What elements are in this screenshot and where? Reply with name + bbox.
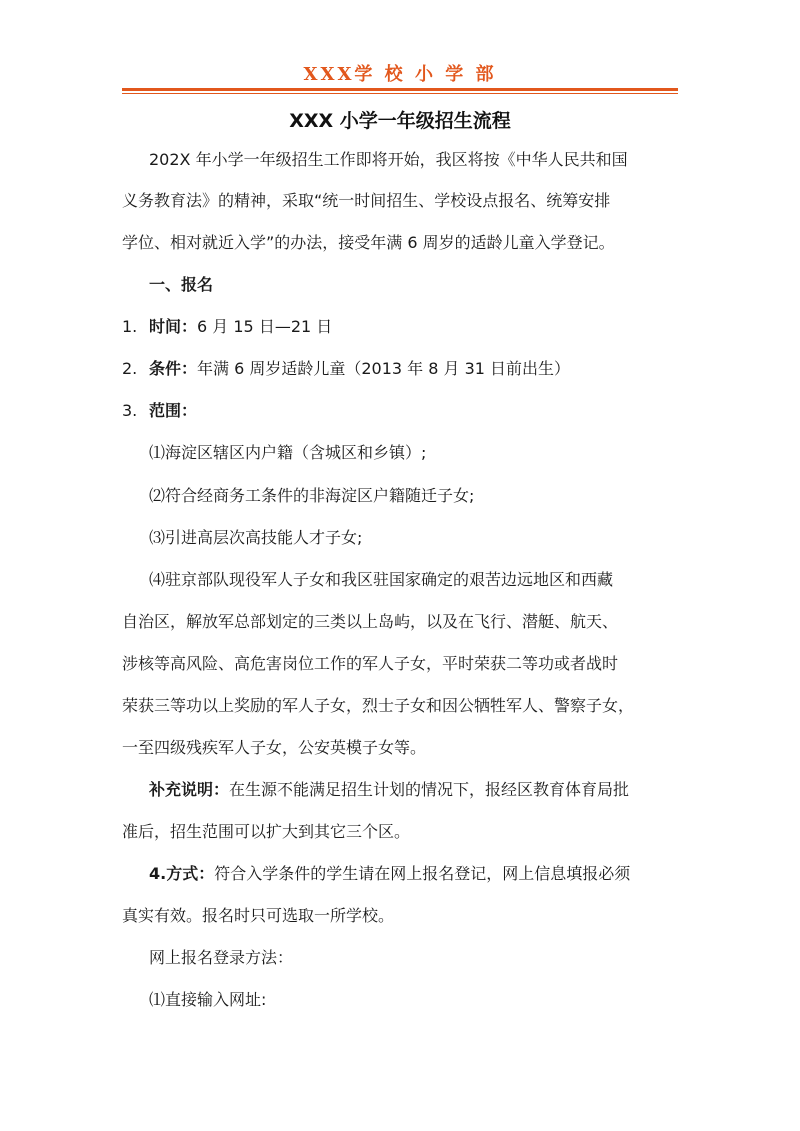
intro-line: 学位、相对就近入学”的办法，接受年满 6 周岁的适龄儿童入学登记。	[122, 233, 615, 252]
supplement-text: 在生源不能满足招生计划的情况下，报经区教育体育局批	[229, 780, 630, 799]
list-item	[122, 359, 570, 379]
list-item	[122, 401, 197, 421]
method-text: 符合入学条件的学生请在网上报名登记，网上信息填报必须	[214, 864, 631, 883]
method-item-continuation: 真实有效。报名时只可选取一所学校。	[122, 906, 395, 925]
intro-line: 义务教育法》的精神，采取“统一时间招生、学校设点报名、统筹安排	[122, 191, 611, 210]
header-rule-thick	[122, 88, 678, 91]
scope-item-continuation: 涉核等高风险、高危害岗位工作的军人子女，平时荣获二等功或者战时	[122, 654, 619, 673]
item-label: 时间：	[149, 317, 198, 336]
item-text: 6 月 15 日—21 日	[197, 317, 333, 336]
item-label: 范围：	[149, 401, 198, 420]
supplement-note-continuation: 准后，招生范围可以扩大到其它三个区。	[122, 822, 411, 841]
scope-item: ⑴海淀区辖区内户籍（含城区和乡镇）;	[149, 443, 427, 462]
item-number: 2.	[122, 359, 138, 378]
header-rule-thin	[122, 93, 678, 94]
intro-line: 202X 年小学一年级招生工作即将开始，我区将按《中华人民共和国	[149, 150, 628, 169]
supplement-note	[149, 780, 629, 800]
item-text: 年满 6 周岁适龄儿童（2013 年 8 月 31 日前出生）	[197, 359, 571, 378]
scope-item-continuation: 荣获三等功以上奖励的军人子女，烈士子女和因公牺牲军人、警察子女，	[122, 696, 635, 715]
scope-item-continuation: 一至四级残疾军人子女，公安英模子女等。	[122, 738, 427, 757]
item-number: 3.	[122, 401, 138, 420]
login-heading: 网上报名登录方法：	[149, 948, 294, 967]
item-number: 1.	[122, 317, 138, 336]
scope-item: ⑶引进高层次高技能人才子女;	[149, 528, 363, 547]
scope-item: ⑵符合经商务工条件的非海淀区户籍随迁子女;	[149, 486, 475, 505]
method-item	[149, 864, 630, 884]
method-label: 4.方式：	[149, 864, 215, 883]
supplement-label: 补充说明：	[149, 780, 230, 799]
scope-item: ⑷驻京部队现役军人子女和我区驻国家确定的艰苦边远地区和西藏	[149, 570, 614, 589]
list-item	[122, 317, 332, 337]
scope-item-continuation: 自治区，解放军总部划定的三类以上岛屿，以及在飞行、潜艇、航天、	[122, 612, 619, 631]
login-item: ⑴直接输入网址:	[149, 990, 267, 1009]
item-label: 条件：	[149, 359, 198, 378]
document-title: XXX 小学一年级招生流程	[289, 110, 511, 132]
section-heading: 一、报名	[149, 275, 214, 294]
school-header: XXX学 校 小 学 部	[303, 64, 497, 85]
